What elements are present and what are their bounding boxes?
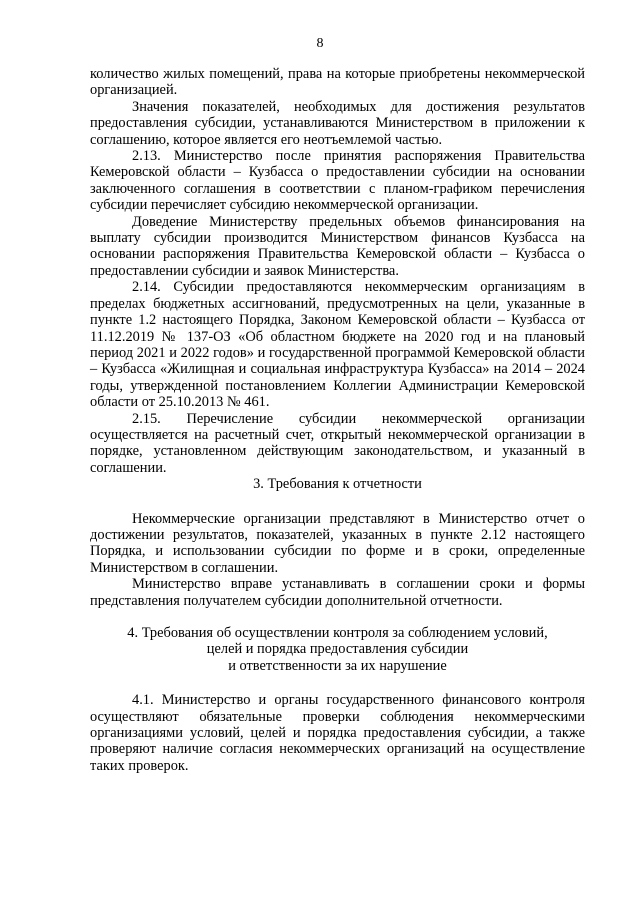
section-4-heading-line-3: и ответственности за их нарушение <box>228 657 447 674</box>
paragraph: 4.1. Министерство и органы государственного финансового контроля осуществляют обязательные проверки соблюдения некоммерческими организациями условий, целей и порядка предоставления субсидии, а также проверяют наличие согласия некоммерческих организаций на осуществление таких проверок. <box>90 692 585 774</box>
page-number: 8 <box>316 36 324 51</box>
body-text <box>90 66 585 774</box>
paragraph: 2.15. Перечисление субсидии некоммерческой организации осуществляется на расчетный счет, открытый некоммерческой организации в порядке, установленном действующим законодательством, и указанный в соглашении. <box>90 410 585 476</box>
paragraph: 2.14. Субсидии предоставляются некоммерческим организациям в пределах бюджетных ассигнований, предусмотренных на цели, указанные в пункте 1.2 настоящего Порядка, Законом Кемеровской области – Кузбасса от 11.12.2019 № 137-ОЗ «Об областном бюджете на 2020 год и на плановый период 2021 и 2022 годов» и государственной программой Кемеровской области – Кузбасса «Жилищная и социальная инфраструктура Кузбасса» на 2014 – 2024 годы, утвержденной постановлением Коллегии Администрации Кемеровской области от 25.10.2013 № 461. <box>90 279 585 411</box>
paragraph: Доведение Министерству предельных объемов финансирования на выплату субсидии производится Министерством финансов Кузбасса на основании распоряжения Правительства Кемеровской области – Кузбасса о предоставлении субсидии и заявок Министерства. <box>90 213 585 279</box>
section-4-heading-line-1: 4. Требования об осуществлении контроля за соблюдением условий, <box>127 625 548 641</box>
section-4-heading-line-2: целей и порядка предоставления субсидии <box>206 641 469 658</box>
paragraph: количество жилых помещений, права на которые приобретены некоммерческой организацией. <box>90 66 585 99</box>
paragraph: Значения показателей, необходимых для достижения результатов предоставления субсидии, устанавливаются Министерством в приложении к соглашению, которое является его неотъемлемой частью. <box>90 98 585 148</box>
paragraph: 2.13. Министерство после принятия распоряжения Правительства Кемеровской области – Кузбасса о предоставлении субсидии на основании заключенного соглашения в соответствии с планом-графиком перечисления субсидии перечисляет субсидию некоммерческой организации. <box>90 148 585 214</box>
paragraph: Некоммерческие организации представляют в Министерство отчет о достижении результатов, показателей, указанных в пункте 2.12 настоящего Порядка, и использовании субсидии по форме и в сроки, определенные Министерством в соглашении. <box>90 510 585 576</box>
paragraph: Министерство вправе устанавливать в соглашении сроки и формы представления получателем субсидии дополнительной отчетности. <box>90 576 585 609</box>
section-3-heading: 3. Требования к отчетности <box>253 476 422 493</box>
